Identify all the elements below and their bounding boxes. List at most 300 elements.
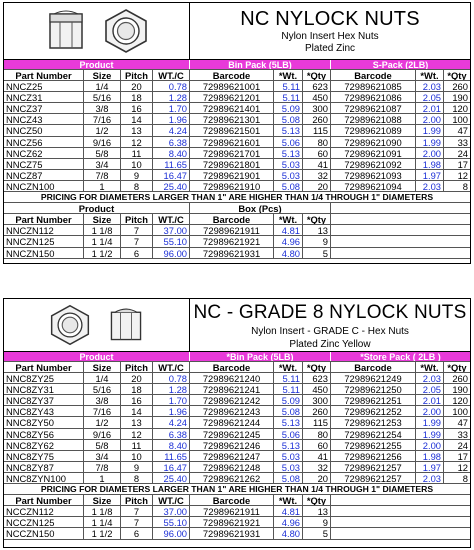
- column-header: Pitch: [121, 362, 153, 372]
- table-body: [4, 81, 470, 192]
- table-cell: 1.99: [416, 137, 444, 147]
- table-row: [4, 159, 470, 170]
- table-cell: 1.99: [416, 125, 444, 135]
- table-cell: 5.03: [274, 462, 303, 472]
- table-row: [4, 148, 470, 159]
- table-cell: 100: [452, 114, 468, 125]
- table-cell: 72989621931: [190, 248, 274, 258]
- table-cell: 7/16: [84, 406, 121, 416]
- column-header: Pitch: [121, 70, 153, 80]
- table-cell: NNC8ZY87: [4, 462, 84, 472]
- band-bin-pack: *Bin Pack (5LB): [190, 352, 331, 361]
- table-cell: 3/4: [84, 159, 121, 169]
- table-cell: 5.13: [274, 440, 303, 450]
- table-cell: 260: [303, 406, 331, 416]
- column-header: Barcode: [190, 362, 274, 372]
- table-cell: 1.97: [416, 170, 444, 180]
- table-cell: 2.00: [416, 406, 444, 416]
- table-cell: 9: [121, 462, 153, 472]
- column-header: Part Number: [4, 362, 84, 372]
- table-cell: 60: [303, 148, 331, 158]
- table-cell: 72989621301: [190, 114, 274, 124]
- table-cell: 1: [84, 473, 121, 483]
- table-cell: 47: [457, 125, 468, 136]
- table-cell: 5.13: [274, 417, 303, 427]
- table-cell: 115: [303, 417, 331, 427]
- table-cell: 1 1/2: [84, 528, 121, 538]
- table-cell: 72989621085: [331, 81, 416, 91]
- table-cell: 72989621921: [190, 236, 274, 246]
- table-cell: 1/2: [84, 125, 121, 135]
- column-header: Size: [84, 362, 121, 372]
- column-header: Barcode: [190, 70, 274, 80]
- table-cell: 2.01: [416, 395, 444, 405]
- pricing-notice-text: PRICING FOR DIAMETERS LARGER THAN 1" ARE HIGHER THAN 1/4 THROUGH 1" DIAMETERS: [40, 192, 434, 203]
- section-subtitle-1: Nylon Insert Hex Nuts: [281, 31, 379, 42]
- table-row: [4, 248, 470, 259]
- table-cell: 72989621001: [190, 81, 274, 91]
- column-header: *Wt.: [416, 70, 444, 80]
- pricing-notice: [4, 192, 470, 203]
- column-header: *Qty: [447, 362, 467, 373]
- table-cell: NNCZ25: [4, 81, 84, 91]
- table-cell: 72989621092: [331, 159, 416, 169]
- section-title: NC NYLOCK NUTS: [240, 8, 420, 30]
- table-cell: 4.96: [274, 517, 303, 527]
- table-cell: NNCZ31: [4, 92, 84, 102]
- table-row: [4, 451, 470, 462]
- table-cell: 8: [121, 181, 153, 191]
- table-cell: 5/8: [84, 440, 121, 450]
- table-cell: 1.70: [153, 395, 190, 405]
- table-cell: 14: [121, 114, 153, 124]
- column-header: Barcode: [190, 495, 274, 505]
- table-cell: 72989621094: [331, 181, 416, 191]
- table-cell: 13: [303, 225, 331, 235]
- table-cell: 1.96: [153, 406, 190, 416]
- table-cell: 4.81: [274, 506, 303, 516]
- table-cell: 72989621601: [190, 137, 274, 147]
- table-row: [4, 517, 470, 528]
- table-cell: 1 1/8: [84, 225, 121, 235]
- sub-empty-cell: [331, 495, 470, 505]
- table-cell: 7: [121, 517, 153, 527]
- table-cell: 3/8: [84, 395, 121, 405]
- table-cell: 55.10: [153, 236, 190, 246]
- column-header: *Qty: [303, 495, 331, 505]
- table-cell: 5: [303, 248, 331, 258]
- table-row: [4, 528, 470, 539]
- table-cell: 72989621911: [190, 506, 274, 516]
- table-cell: 5.09: [274, 103, 303, 113]
- table-cell: 2.00: [416, 148, 444, 158]
- table-cell: 2.01: [416, 103, 444, 113]
- table-cell: NNCZ43: [4, 114, 84, 124]
- table-row: [4, 236, 470, 247]
- table-row: [4, 384, 470, 395]
- column-header: *Qty: [303, 362, 331, 372]
- table-cell: 2.03: [416, 373, 444, 383]
- table-cell: 1: [84, 181, 121, 191]
- table-cell: 2.03: [416, 181, 444, 191]
- table-cell: NNC8ZY25: [4, 373, 84, 383]
- table-cell: 7/8: [84, 170, 121, 180]
- table-cell: 72989621501: [190, 125, 274, 135]
- table-cell: 11: [121, 440, 153, 450]
- table-cell: 18: [121, 384, 153, 394]
- table-cell: NNC8ZY75: [4, 451, 84, 461]
- table-row: [4, 137, 470, 148]
- table-cell: 260: [452, 81, 468, 92]
- nut-side-view-icon: [44, 9, 88, 53]
- table-row: [4, 125, 470, 136]
- nut-top-view-icon: [102, 8, 150, 54]
- table-cell: 6.38: [153, 137, 190, 147]
- table-cell: NNCZ56: [4, 137, 84, 147]
- table-cell: 72989621256: [331, 451, 416, 461]
- sub-band-product: Product: [4, 203, 190, 213]
- table-cell: 6: [121, 248, 153, 258]
- table-cell: 47: [457, 417, 468, 428]
- price-table: [4, 60, 470, 259]
- table-cell: NNC8ZY50: [4, 417, 84, 427]
- sub-band-box: Box (Pcs): [190, 203, 331, 213]
- table-cell: 72989621257: [331, 462, 416, 472]
- table-cell: 260: [452, 373, 468, 384]
- table-cell: 72989621088: [331, 114, 416, 124]
- column-header: Part Number: [4, 495, 84, 505]
- table-cell: 41: [303, 159, 331, 169]
- table-cell: 11: [121, 148, 153, 158]
- table-cell: 1.98: [416, 159, 444, 169]
- table-cell: 1.96: [153, 114, 190, 124]
- table-cell: 72989621242: [190, 395, 274, 405]
- column-header: Pitch: [121, 214, 153, 224]
- table-cell: 96.00: [153, 248, 190, 258]
- table-cell: 72989621801: [190, 159, 274, 169]
- table-cell: 5.13: [274, 148, 303, 158]
- table-cell: 0.78: [153, 81, 190, 91]
- table-cell: NNCZ87: [4, 170, 84, 180]
- table-cell: 12: [121, 429, 153, 439]
- table-cell: 72989621087: [331, 103, 416, 113]
- table-cell: 5.11: [274, 92, 303, 102]
- table-cell: 5.11: [274, 81, 303, 91]
- table-cell: 72989621911: [190, 225, 274, 235]
- table-cell: 9/16: [84, 137, 121, 147]
- table-cell: 5.03: [274, 451, 303, 461]
- table-cell: 16.47: [153, 170, 190, 180]
- table-cell: NNCZN112: [4, 225, 84, 235]
- sub-band-empty: [331, 203, 470, 213]
- table-cell: NCCZN112: [4, 506, 84, 516]
- section-subtitle-1: Nylon Insert - GRADE C - Hex Nuts: [251, 326, 409, 337]
- title-block: [190, 299, 470, 351]
- table-cell: 72989621089: [331, 125, 416, 135]
- sub-empty-cell: [331, 236, 470, 246]
- table-band-header: [4, 60, 470, 70]
- table-cell: 300: [303, 103, 331, 113]
- table-cell: 33: [457, 428, 468, 439]
- table-cell: 20: [303, 181, 331, 191]
- table-cell: 5.09: [274, 395, 303, 405]
- table-cell: 9: [303, 236, 331, 246]
- table-row: [4, 406, 470, 417]
- table-body: [4, 373, 470, 484]
- table-cell: 4.80: [274, 248, 303, 258]
- nc-grade8-section: [3, 298, 471, 548]
- column-header: Size: [84, 214, 121, 224]
- table-cell: 7: [121, 225, 153, 235]
- table-cell: 80: [303, 137, 331, 147]
- table-cell: NNCZN125: [4, 236, 84, 246]
- table-cell: 13: [121, 417, 153, 427]
- table-row: [4, 440, 470, 451]
- table-cell: 7/16: [84, 114, 121, 124]
- table-cell: 72989621248: [190, 462, 274, 472]
- column-header: *Qty: [447, 70, 467, 81]
- product-images: [4, 3, 190, 59]
- table-cell: NNCZ37: [4, 103, 84, 113]
- section-title: NC - GRADE 8 NYLOCK NUTS: [193, 302, 467, 323]
- column-header: *Wt.: [274, 362, 303, 372]
- table-cell: 20: [121, 81, 153, 91]
- table-cell: 1/2: [84, 417, 121, 427]
- table-cell: 5.08: [274, 181, 303, 191]
- table-cell: 2.03: [416, 81, 444, 91]
- table-cell: 5.13: [274, 125, 303, 135]
- table-cell: 41: [303, 451, 331, 461]
- table-cell: 115: [303, 125, 331, 135]
- table-cell: 10: [121, 451, 153, 461]
- sub-empty-cell: [331, 248, 470, 258]
- column-header: Part Number: [4, 70, 84, 80]
- table-row: [4, 114, 470, 125]
- table-cell: 18: [121, 92, 153, 102]
- table-cell: 1.28: [153, 384, 190, 394]
- table-cell: 8.40: [153, 148, 190, 158]
- table-cell: 5.11: [274, 373, 303, 383]
- price-table: [4, 352, 470, 540]
- section-header: [4, 299, 470, 352]
- table-cell: 5/16: [84, 384, 121, 394]
- table-cell: 13: [303, 506, 331, 516]
- column-header: Barcode: [331, 70, 416, 80]
- table-cell: 260: [303, 114, 331, 124]
- table-cell: 6.38: [153, 429, 190, 439]
- table-cell: 72989621249: [331, 373, 416, 383]
- column-header-row: [4, 362, 470, 373]
- table-cell: 300: [303, 395, 331, 405]
- table-cell: 5/16: [84, 92, 121, 102]
- table-cell: 120: [452, 395, 468, 406]
- table-cell: 9/16: [84, 429, 121, 439]
- table-cell: 5.06: [274, 429, 303, 439]
- table-cell: 12: [121, 137, 153, 147]
- table-cell: 72989621921: [190, 517, 274, 527]
- table-cell: 72989621910: [190, 181, 274, 191]
- table-cell: 7: [121, 236, 153, 246]
- table-cell: 12: [457, 461, 468, 472]
- table-cell: 5.11: [274, 384, 303, 394]
- table-row: [4, 170, 470, 181]
- sub-empty-cell: [331, 528, 470, 538]
- table-cell: 72989621090: [331, 137, 416, 147]
- table-row: [4, 417, 470, 428]
- column-header: WT./C: [153, 214, 190, 224]
- title-block: [190, 3, 470, 59]
- table-cell: NNCZ62: [4, 148, 84, 158]
- table-cell: 72989621244: [190, 417, 274, 427]
- column-header: Size: [84, 495, 121, 505]
- table-cell: 1 1/8: [84, 506, 121, 516]
- section-subtitle-2: Plated Zinc: [304, 43, 356, 54]
- table-cell: 1.99: [416, 429, 444, 439]
- nc-nylock-section: [3, 2, 471, 264]
- column-header: *Wt.: [416, 362, 444, 372]
- table-cell: 4.96: [274, 236, 303, 246]
- band-store-pack: *Store Pack ( 2LB ): [360, 352, 441, 361]
- table-cell: 8: [462, 472, 468, 484]
- table-cell: 1.99: [416, 417, 444, 427]
- table-cell: 100: [452, 406, 468, 417]
- table-cell: 190: [452, 384, 468, 395]
- band-product: Product: [4, 60, 190, 69]
- table-cell: 14: [121, 406, 153, 416]
- table-cell: 32: [303, 170, 331, 180]
- table-cell: 11.65: [153, 451, 190, 461]
- table-cell: 16: [121, 395, 153, 405]
- sub-table-body: [4, 506, 470, 539]
- table-cell: NNCZN150: [4, 248, 84, 258]
- table-cell: 72989621241: [190, 384, 274, 394]
- table-cell: 5.08: [274, 473, 303, 483]
- table-cell: 2.05: [416, 384, 444, 394]
- table-cell: 17: [457, 158, 468, 169]
- table-cell: 25.40: [153, 181, 190, 191]
- table-cell: 72989621253: [331, 417, 416, 427]
- table-cell: 37.00: [153, 506, 190, 516]
- sub-column-header-row: [4, 495, 470, 506]
- table-cell: 3/4: [84, 451, 121, 461]
- table-cell: 72989621254: [331, 429, 416, 439]
- table-cell: 10: [121, 159, 153, 169]
- sub-table-header: [4, 203, 470, 214]
- table-cell: 33: [457, 136, 468, 147]
- column-header: Size: [84, 70, 121, 80]
- table-cell: 12: [457, 169, 468, 180]
- table-cell: 16.47: [153, 462, 190, 472]
- table-cell: 2.00: [416, 440, 444, 450]
- table-cell: 9: [121, 170, 153, 180]
- table-cell: 5.03: [274, 170, 303, 180]
- table-cell: 72989621701: [190, 148, 274, 158]
- sub-empty-cell: [331, 225, 470, 235]
- table-cell: 24: [457, 439, 468, 450]
- nut-side-view-icon: [106, 303, 146, 347]
- table-cell: NNC8ZY43: [4, 406, 84, 416]
- table-cell: 6: [121, 528, 153, 538]
- table-cell: 8.40: [153, 440, 190, 450]
- table-row: [4, 395, 470, 406]
- table-row: [4, 92, 470, 103]
- table-cell: 5.03: [274, 159, 303, 169]
- table-row: [4, 473, 470, 484]
- table-cell: 72989621201: [190, 92, 274, 102]
- table-row: [4, 373, 470, 384]
- table-cell: 72989621247: [190, 451, 274, 461]
- table-cell: 5.08: [274, 406, 303, 416]
- table-cell: 4.81: [274, 225, 303, 235]
- column-header: WT./C: [153, 362, 190, 372]
- table-cell: 3/8: [84, 103, 121, 113]
- table-cell: NNC8ZYN100: [4, 473, 84, 483]
- table-cell: 1.70: [153, 103, 190, 113]
- table-cell: 11.65: [153, 159, 190, 169]
- table-cell: 5.08: [274, 114, 303, 124]
- table-cell: 72989621086: [331, 92, 416, 102]
- table-cell: 1 1/4: [84, 517, 121, 527]
- sub-empty-cell: [331, 506, 470, 516]
- sub-column-header-row: [4, 214, 470, 225]
- table-cell: NCCZN125: [4, 517, 84, 527]
- section-header: [4, 3, 470, 60]
- table-cell: 13: [121, 125, 153, 135]
- column-header: *Wt.: [274, 495, 303, 505]
- table-cell: 4.24: [153, 125, 190, 135]
- table-cell: 24: [457, 147, 468, 158]
- table-cell: 1 1/2: [84, 248, 121, 258]
- band-s-pack: S-Pack (2LB): [372, 60, 429, 69]
- table-cell: 32: [303, 462, 331, 472]
- table-cell: 72989621262: [190, 473, 274, 483]
- column-header: *Qty: [303, 70, 331, 80]
- table-cell: 72989621250: [331, 384, 416, 394]
- table-cell: 2.00: [416, 114, 444, 124]
- table-cell: 60: [303, 440, 331, 450]
- table-row: [4, 181, 470, 192]
- column-header: *Wt.: [274, 214, 303, 224]
- table-cell: 72989621240: [190, 373, 274, 383]
- table-cell: 450: [303, 92, 331, 102]
- table-cell: 17: [457, 450, 468, 461]
- table-cell: 72989621255: [331, 440, 416, 450]
- table-cell: NNCZ75: [4, 159, 84, 169]
- column-header: *Wt.: [274, 70, 303, 80]
- table-cell: 7/8: [84, 462, 121, 472]
- table-cell: 72989621251: [331, 395, 416, 405]
- table-cell: 450: [303, 384, 331, 394]
- table-cell: 2.03: [416, 473, 444, 483]
- table-cell: 1 1/4: [84, 236, 121, 246]
- table-cell: NNCZN100: [4, 181, 84, 191]
- table-row: [4, 506, 470, 517]
- table-row: [4, 225, 470, 236]
- table-cell: NNC8ZY56: [4, 429, 84, 439]
- table-cell: 72989621246: [190, 440, 274, 450]
- table-cell: 4.24: [153, 417, 190, 427]
- table-cell: 4.80: [274, 528, 303, 538]
- column-header: Pitch: [121, 495, 153, 505]
- section-subtitle-2: Plated Zinc Yellow: [289, 339, 371, 350]
- table-cell: 190: [452, 92, 468, 103]
- table-cell: 5: [303, 528, 331, 538]
- table-cell: 5/8: [84, 148, 121, 158]
- band-bin-pack: Bin Pack (5LB): [190, 60, 331, 69]
- table-cell: NNCZ50: [4, 125, 84, 135]
- table-cell: 96.00: [153, 528, 190, 538]
- band-product: Product: [4, 352, 190, 361]
